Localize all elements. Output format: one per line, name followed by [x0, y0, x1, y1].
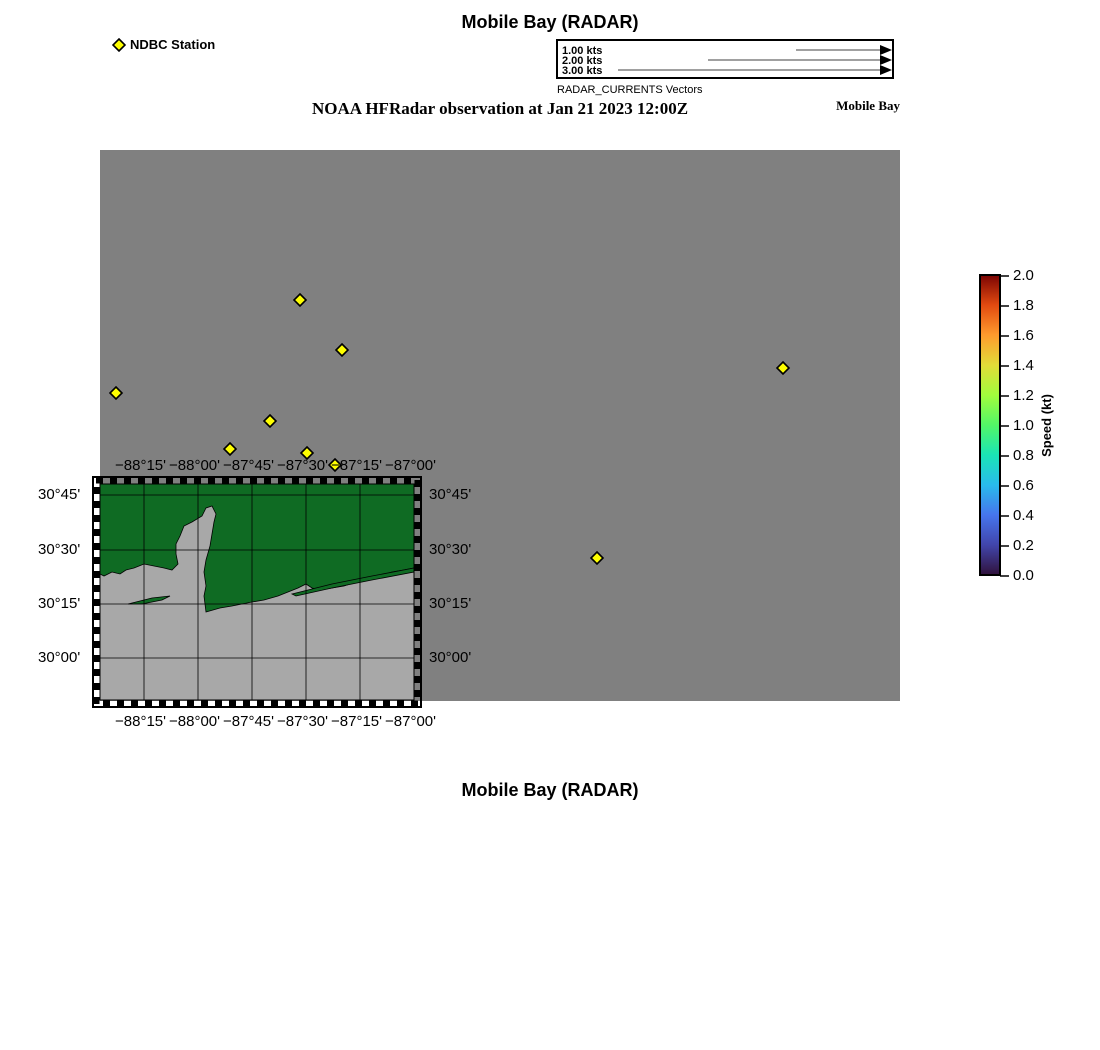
lat-label-right: 30°45' [429, 486, 472, 503]
ndbc-station-marker [224, 443, 236, 455]
colorbar-tick-label: 2.0 [1013, 267, 1034, 284]
lat-label-left: 30°45' [38, 486, 81, 503]
map-title-repeat: Mobile Bay (RADAR) [461, 780, 639, 800]
lat-label-left: 30°30' [38, 541, 81, 558]
lat-label-left: 30°15' [38, 595, 81, 612]
colorbar-axis-label: Speed (kt) [1038, 394, 1054, 457]
inset-map [92, 476, 422, 708]
vector-legend-row-2: 2.00 kts [562, 55, 603, 67]
lon-label-top: −87°30' [277, 457, 328, 474]
colorbar-tick-label: 0.8 [1013, 447, 1034, 464]
ndbc-station-marker [777, 362, 789, 374]
ndbc-station-marker [264, 415, 276, 427]
colorbar-tick-label: 1.6 [1013, 327, 1034, 344]
lat-label-right: 30°30' [429, 541, 472, 558]
colorbar-tick-label: 1.4 [1013, 357, 1034, 374]
vector-legend-row-1: 1.00 kts [562, 45, 603, 57]
station-legend-label: NDBC Station [130, 37, 216, 52]
lon-label-bottom: −87°15' [331, 713, 382, 730]
lat-label-left: 30°00' [38, 649, 81, 666]
colorbar-tick-label: 0.2 [1013, 537, 1034, 554]
vector-legend-caption: RADAR_CURRENTS Vectors [557, 84, 703, 96]
lon-label-top: −88°00' [169, 457, 220, 474]
colorbar-ticks [1000, 274, 1012, 578]
lon-label-bottom: −87°30' [277, 713, 328, 730]
ndbc-station-marker [591, 552, 603, 564]
vector-legend-row-3: 3.00 kts [562, 65, 603, 77]
colorbar-tick-label: 0.4 [1013, 507, 1034, 524]
ndbc-station-marker [336, 344, 348, 356]
lon-label-bottom: −87°00' [385, 713, 436, 730]
colorbar-tick-label: 1.8 [1013, 297, 1034, 314]
speed-colorbar [979, 274, 1001, 576]
lat-label-right: 30°15' [429, 595, 472, 612]
lon-label-top: −87°15' [331, 457, 382, 474]
lon-label-top: −88°15' [115, 457, 166, 474]
lon-label-top: −87°45' [223, 457, 274, 474]
lat-label-right: 30°00' [429, 649, 472, 666]
map-title: Mobile Bay (RADAR) [461, 12, 639, 32]
lon-label-bottom: −87°45' [223, 713, 274, 730]
colorbar-tick-label: 1.2 [1013, 387, 1034, 404]
ndbc-station-marker [294, 294, 306, 306]
region-label: Mobile Bay [836, 98, 900, 113]
lon-label-bottom: −88°15' [115, 713, 166, 730]
ndbc-station-marker [110, 387, 122, 399]
lon-label-bottom: −88°00' [169, 713, 220, 730]
colorbar-tick-label: 0.6 [1013, 477, 1034, 494]
lon-label-top: −87°00' [385, 457, 436, 474]
observation-subtitle: NOAA HFRadar observation at Jan 21 2023 12:00Z [311, 99, 689, 118]
colorbar-tick-label: 1.0 [1013, 417, 1034, 434]
colorbar-tick-label: 0.0 [1013, 567, 1034, 584]
